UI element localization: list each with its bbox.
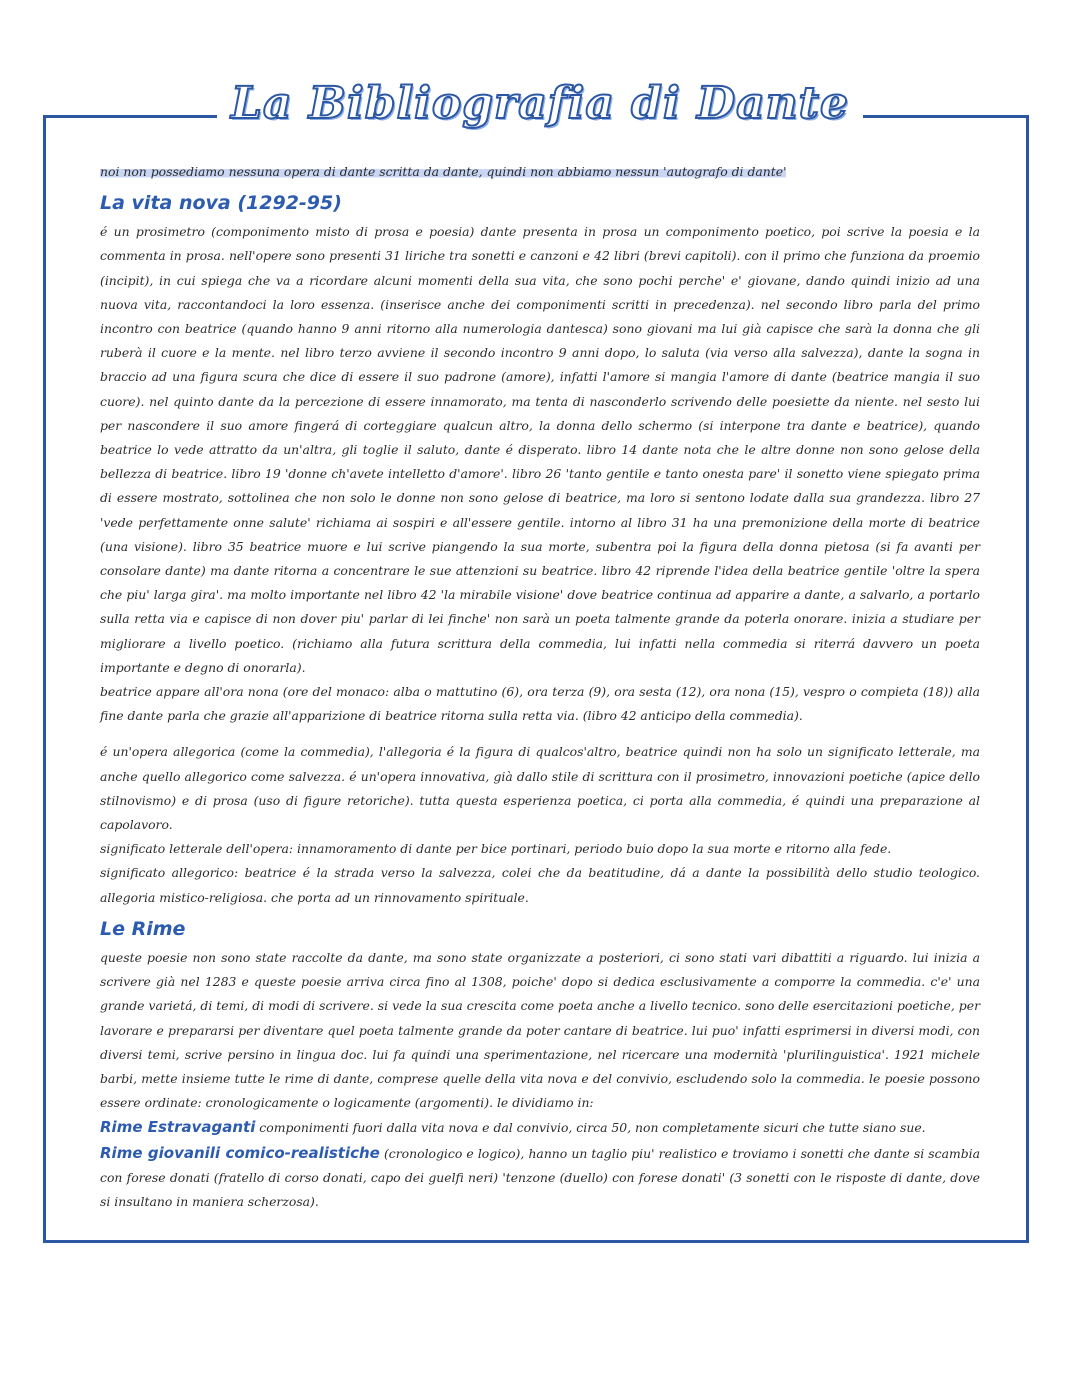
rime-giovanili-paragraph	[100, 1141, 980, 1215]
vita-nova-paragraph-1: é un prosimetro (componimento misto di prosa e poesia) dante presenta in prosa un componimento poetico, poi scrive la poesia e la commenta in prosa. nell'opere sono presenti 31 liriche tra sonetti e canzoni e 42 libri (brevi capitoli). con il primo che funziona da proemio (incipit), in cui spiega che va a ricordare alcuni momenti della sua vita, che sono pochi perche' e' giovane, dando quindi inizio ad una nuova vita, raccontandoci la loro essenza. (inserisce anche dei componimenti scritti in precedenza). nel secondo libro parla del primo incontro con beatrice (quando hanno 9 anni ritorno alla numerologia dantesca) sono giovani ma lui già capisce che sarà la donna che gli ruberà il cuore e la mente. nel libro terzo avviene il secondo incontro 9 anni dopo, lo saluta (via verso alla salvezza), dante la sogna in braccio ad una figura scura che dice di essere il suo padrone (amore), infatti l'amore si mangia l'amore di dante (beatrice mangia il suo cuore). nel quinto dante da la percezione di essere innamorato, ma tenta di nasconderlo scrivendo delle poesiette da niente. nel sesto lui per nascondere il suo amore fingerá di corteggiare qualcun altro, la donna dello schermo (si interpone tra dante e beatrice), quando beatrice lo vede attratto da un'altra, gli toglie il saluto, dante é disperato. libro 14 dante nota che le altre donne non sono gelose della bellezza di beatrice. libro 19 'donne ch'avete intelletto d'amore'. libro 26 'tanto gentile e tanto onesta pare' il sonetto viene spiegato prima di essere mostrato, sottolinea che non solo le donne non sono gelose di beatrice, ma loro si sentono lodate dalla sua grandezza. libro 27 'vede perfettamente onne salute' richiama ai sospiri e all'essere gentile. intorno al libro 31 ha una premonizione della morte di beatrice (una visione). libro 35 beatrice muore e lui scrive piangendo la sua morte, subentra poi la figura della donna pietosa (si fa avanti per consolare dante) ma dante ritorna a concentrare le sue attenzioni su beatrice. libro 42 riprende l'idea della beatrice gentile 'oltre la spera che piu' larga gira'. ma molto importante nel libro 42 'la mirabile visione' dove beatrice continua ad apparire a dante, a salvarlo, a portarlo sulla retta via e capisce di non dover piu' parlar di lei finche' non sarà un poeta talmente grande da poterla onorare. inizia a studiare per migliorare a livello poetico. (richiamo alla futura scrittura della commedia, lui infatti nella commedia si riterrá davvero un poeta importante e degno di onorarla).	[100, 224, 980, 675]
intro-text: noi non possediamo nessuna opera di dante scritta da dante, quindi non abbiamo nessun 'autografo di dante'	[100, 164, 787, 179]
subheading-rime-estravaganti: Rime Estravaganti	[100, 1118, 256, 1137]
intro-paragraph	[100, 160, 980, 184]
heading-vita-nova: La vita nova (1292-95)	[100, 192, 342, 215]
rime-estravaganti-paragraph	[100, 1115, 980, 1140]
vita-nova-paragraph-3: é un'opera allegorica (come la commedia), l'allegoria é la figura di qualcos'altro, beatrice quindi non ha solo un significato letterale, ma anche quello allegorico come salvezza. é un'opera innovativa, già dallo stile di scrittura con il prosimetro, innovazioni poetiche (apice dello stilnovismo) e di prosa (uso di figure retoriche). tutta questa esperienza poetica, ci porta alla commedia, é quindi una preparazione al capolavoro.	[100, 744, 980, 833]
document-body	[100, 160, 980, 1214]
rime-estravaganti-text: componimenti fuori dalla vita nova e dal convivio, circa 50, non completamente sicuri che tutte siano sue.	[259, 1120, 926, 1136]
vita-nova-paragraph-5: significato allegorico: beatrice é la strada verso la salvezza, colei che da beatitudine, dá a dante la possibilità dello studio teologico. allegoria mistico-religiosa. che porta ad un rinnovamento spirituale.	[100, 865, 980, 905]
vita-nova-paragraph-4: significato letterale dell'opera: innamoramento di dante per bice portinari, periodo buio dopo la sua morte e ritorno alla fede.	[100, 841, 892, 857]
subheading-rime-giovanili: Rime giovanili comico-realistiche	[100, 1143, 380, 1162]
rime-paragraph-1: queste poesie non sono state raccolte da dante, ma sono state organizzate a posteriori, ci sono stati vari dibattiti a riguardo. lui inizia a scrivere già nel 1283 e queste poesie arriva circa fino al 1308, poiche' dopo si dedica esclusivamente a comporre la commedia. c'e' una grande varietá, di temi, di modi di scrivere. si vede la sua crescita come poeta anche a livello tecnico. sono delle esercitazioni poetiche, per lavorare e prepararsi per diventare quel poeta talmente grande da poter cantare di beatrice. lui puo' infatti esprimersi in diversi modi, con diversi temi, scrive persino in lingua doc. lui fa quindi una sperimentazione, nel ricercare una modernità 'plurilinguistica'. 1921 michele barbi, mette insieme tutte le rime di dante, comprese quelle della vita nova e del convivio, escludendo solo la commedia. le poesie possono essere ordinate: cronologicamente o logicamente (argomenti). le dividiamo in:	[100, 949, 980, 1111]
rime-giovanili-text: (cronologico e logico), hanno un taglio piu' realistico e troviamo i sonetti che dante si scambia con forese donati (fratello di corso donati, capo dei guelfi neri) 'tenzone (duello) con forese donati' (3 sonetti con le risposte di dante, dove si insultano in maniera scherzosa).	[100, 1145, 980, 1209]
vita-nova-paragraph-2: beatrice appare all'ora nona (ore del monaco: alba o mattutino (6), ora terza (9), ora sesta (12), ora nona (15), vespro o compieta (18)) alla fine dante parla che grazie all'apparizione di beatrice ritorna sulla retta via. (libro 42 anticipo della commedia).	[100, 684, 980, 724]
spacer	[100, 728, 980, 740]
heading-rime: Le Rime	[100, 917, 186, 940]
page-title: La Bibliografia di Dante	[217, 76, 863, 132]
title-container	[0, 76, 1080, 132]
